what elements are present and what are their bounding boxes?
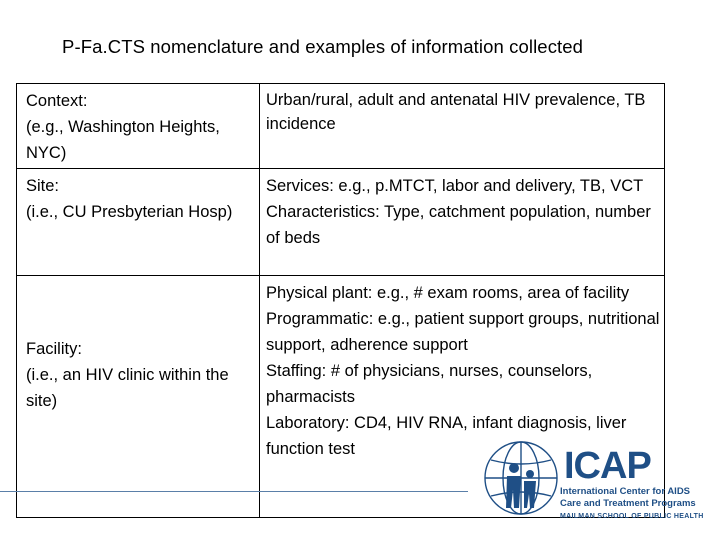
site-label-cell bbox=[26, 173, 252, 225]
context-info: Urban/rural, adult and antenatal HIV prevalence, TB incidence bbox=[266, 91, 646, 133]
context-example: (e.g., Washington Heights, NYC) bbox=[26, 118, 220, 162]
logo-line-1: International Center for AIDS bbox=[560, 486, 691, 497]
site-label: Site: bbox=[26, 177, 60, 195]
logo-wordmark: ICAP bbox=[564, 445, 651, 487]
facility-example: (i.e., an HIV clinic within the site) bbox=[26, 366, 229, 410]
facility-info-cell bbox=[266, 280, 664, 462]
context-info-cell bbox=[266, 88, 664, 136]
facility-label: Facility: bbox=[26, 340, 82, 358]
table-row-context bbox=[17, 84, 664, 169]
slide-title: P-Fa.CTS nomenclature and examples of information collected bbox=[62, 36, 584, 57]
site-example: (i.e., CU Presbyterian Hosp) bbox=[26, 203, 233, 221]
logo-rule bbox=[0, 491, 468, 492]
context-label-cell bbox=[26, 88, 252, 166]
facility-laboratory: Laboratory: CD4, HIV RNA, infant diagnosis, liver function test bbox=[266, 414, 627, 458]
site-info-cell bbox=[266, 173, 664, 251]
site-services: Services: e.g., p.MTCT, labor and delivery, TB, VCT bbox=[266, 177, 644, 195]
site-characteristics: Characteristics: Type, catchment population, number of beds bbox=[266, 203, 651, 247]
facility-label-cell bbox=[26, 336, 252, 414]
facility-staffing: Staffing: # of physicians, nurses, counselors, pharmacists bbox=[266, 362, 593, 406]
facility-physical-plant: Physical plant: e.g., # exam rooms, area of facility bbox=[266, 284, 630, 302]
logo-line-2: Care and Treatment Programs bbox=[560, 498, 696, 509]
table-row-site bbox=[17, 169, 664, 276]
context-label: Context: bbox=[26, 92, 88, 110]
logo-line-3: MAILMAN SCHOOL OF PUBLIC HEALTH bbox=[560, 513, 704, 520]
facility-programmatic: Programmatic: e.g., patient support groups, nutritional support, adherence support bbox=[266, 310, 660, 354]
